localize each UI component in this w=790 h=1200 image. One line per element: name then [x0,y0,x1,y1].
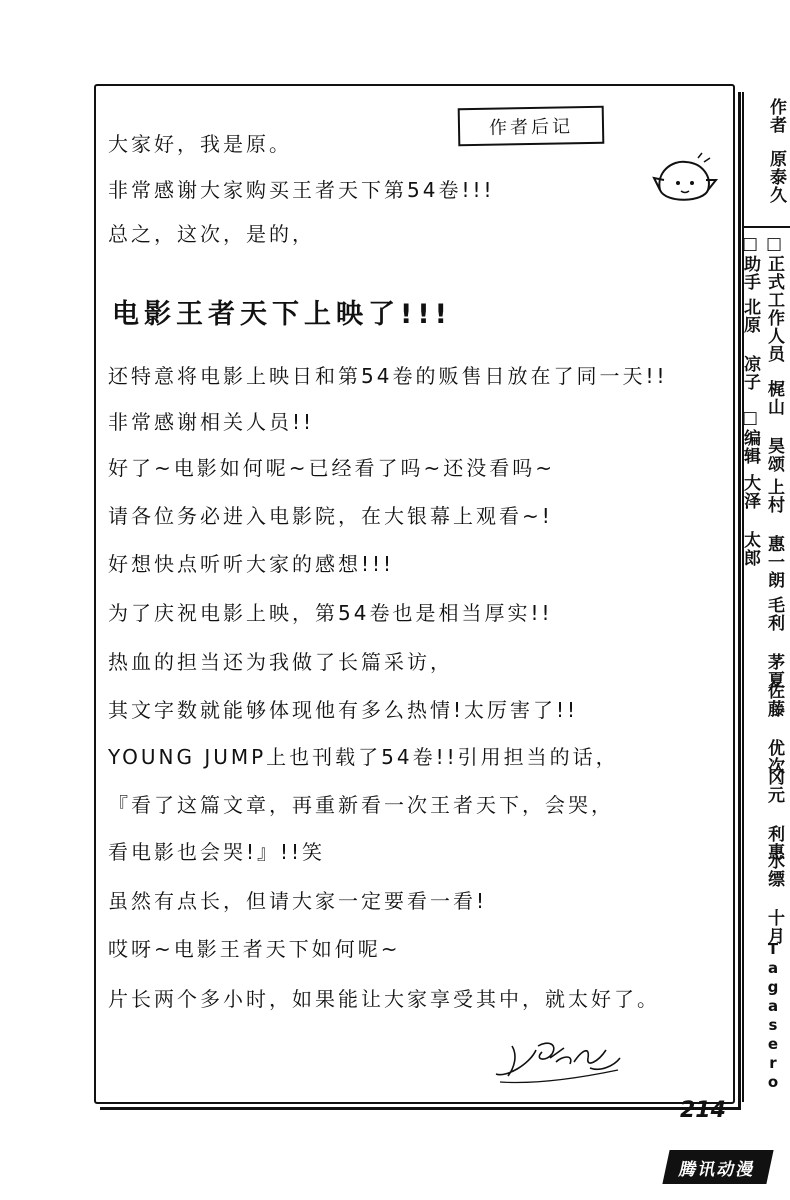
text-line-1: 大家好，我是原。 [108,132,292,156]
text-line-18: 片长两个多小时，如果能让大家享受其中，就太好了。 [108,987,660,1011]
text-line-3: 总之，这次，是的， [108,222,315,246]
headline-line: 电影王者天下上映了!!! [112,299,452,330]
text-line-17: 哎呀~电影王者天下如何呢~ [108,937,401,961]
credits-staff-label: □正式工作人员 [764,234,784,363]
text-line-8: 请各位务必进入电影院，在大银幕上观看~! [108,504,553,528]
author-signature [490,1028,626,1088]
afterword-title: 作者后记 [458,106,605,147]
credits-staff-1: 梶山 昊颂 [764,380,784,473]
watermark-logo: 腾讯动漫 [662,1150,773,1184]
credits-staff-2: 上村 惠一朗 [764,478,784,589]
credits-staff-4: 佐藤 优次 [764,682,784,775]
credits-staff-6: 水缥 十月 [764,852,784,945]
text-line-7: 好了~电影如何呢~已经看了吗~还没看吗~ [108,456,556,480]
mascot-doodle [652,150,718,206]
text-line-10: 为了庆祝电影上映，第54卷也是相当厚实!! [108,601,553,625]
credits-assistant-label: □助手 [740,234,760,291]
text-line-15: 看电影也会哭!』!!笑 [108,840,326,864]
text-line-6: 非常感谢相关人员!! [108,410,315,434]
text-line-2: 非常感谢大家购买王者天下第54卷!!! [108,178,495,202]
credits-staff-7: Tagasero [764,940,782,1092]
credits-editor-label: □编辑 [740,408,760,465]
page-number: 214 [680,1098,726,1123]
credits-staff-5: 冈元 利惠 [764,768,784,861]
credits-author-name: 原泰久 [766,150,786,204]
text-line-13: YOUNG JUMP上也刊载了54卷!!引用担当的话， [108,745,619,769]
credits-editor-1: 大泽 太郎 [740,474,760,567]
credits-staff-3: 毛利 茅夏 [764,596,784,689]
credits-rule [742,226,790,228]
text-line-12: 其文字数就能够体现他有多么热情!太厉害了!! [108,698,579,722]
credits-assistant-1: 北原 凉子 [740,298,760,391]
text-line-5: 还特意将电影上映日和第54卷的贩售日放在了同一天!! [108,364,668,388]
text-line-16: 虽然有点长，但请大家一定要看一看! [108,889,488,913]
text-line-9: 好想快点听听大家的感想!!! [108,552,395,576]
text-line-14: 『看了这篇文章，再重新看一次王者天下，会哭， [108,793,614,817]
credits-author-label: 作者 [766,98,786,134]
text-line-11: 热血的担当还为我做了长篇采访， [108,650,453,674]
